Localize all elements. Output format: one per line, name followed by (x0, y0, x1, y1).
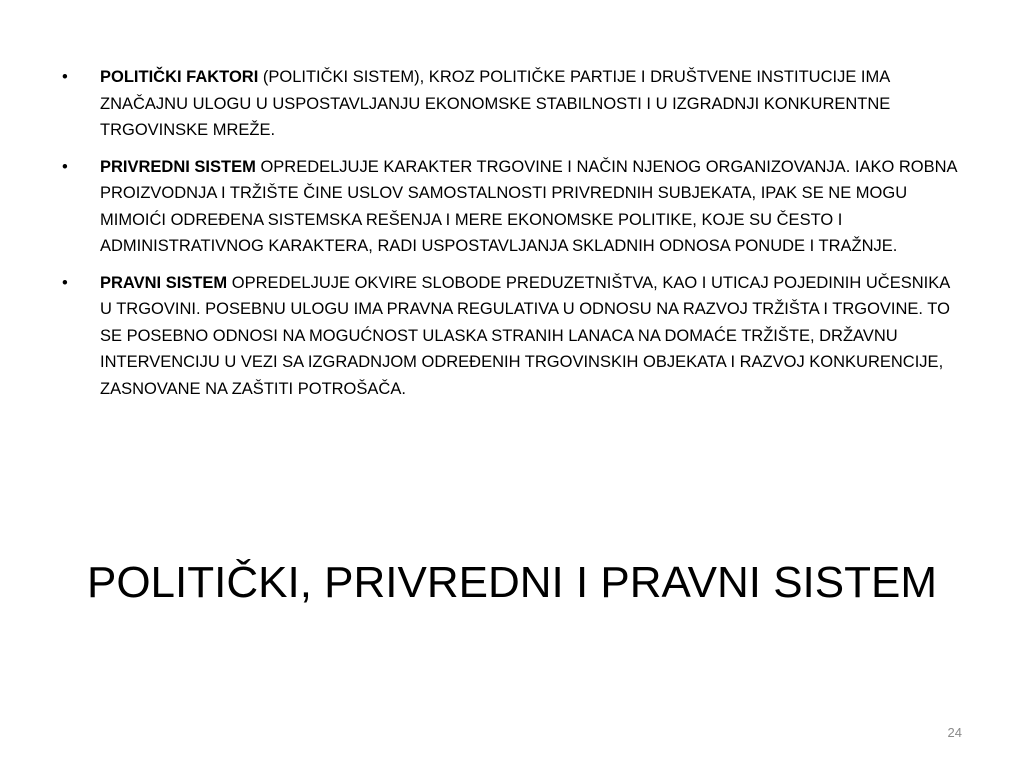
bullet-item-pravni-sistem (60, 270, 960, 403)
slide-title: POLITIČKI, PRIVREDNI I PRAVNI SISTEM (86, 558, 937, 607)
bullet-lead: POLITIČKI FAKTORI (100, 68, 259, 86)
bullet-dot-icon: • (62, 273, 68, 292)
bullet-lead: PRIVREDNI SISTEM (100, 157, 256, 176)
bullet-item-politicki-faktori (60, 64, 960, 144)
bullet-dot-icon: • (62, 157, 68, 176)
bullet-dot-icon: • (62, 68, 68, 86)
bullet-text: (POLITIČKI SISTEM), KROZ POLITIČKE PARTIJE I DRUŠTVENE INSTITUCIJE IMA ZNAČAJNU ULOGU U USPOSTAVLJANJU EKONOMSKE STABILNOSTI I U IZGRADNJI KONKURENTNE TRGOVINSKE MREŽE. (100, 68, 891, 139)
bullet-lead: PRAVNI SISTEM (100, 273, 228, 292)
bullet-text: OPREDELJUJE KARAKTER TRGOVINE I NAČIN NJENOG ORGANIZOVANJA. IAKO ROBNA PROIZVODNJA I TRŽIŠTE ČINE USLOV SAMOSTALNOSTI PRIVREDNIH SUBJEKATA, IPAK SE NE MOGU MIMOIĆI ODREĐENA SISTEMSKA REŠENJA I MERE EKONOMSKE POLITIKE, KOJE SU ČESTO I ADMINISTRATIVNOG KARAKTERA, RADI USPOSTAVLJANJA SKLADNIH ODNOSA PONUDE I TRAŽNJE. (100, 157, 957, 255)
bullet-text: OPREDELJUJE OKVIRE SLOBODE PREDUZETNIŠTVA, KAO I UTICAJ POJEDINIH UČESNIKA U TRGOVINI. POSEBNU ULOGU IMA PRAVNA REGULATIVA U ODNOSU NA RAZVOJ TRŽIŠTA I TRGOVINE. TO SE POSEBNO ODNOSI NA MOGUĆNOST ULASKA STRANIH LANACA NA DOMAĆE TRŽIŠTE, DRŽAVNU INTERVENCIJU U VEZI SA IZGRADNJOM ODREĐENIH TRGOVINSKIH OBJEKATA I RAZVOJ KONKURENCIJE, ZASNOVANE NA ZAŠTITI POTROŠAČA. (100, 273, 950, 398)
bullet-list (60, 64, 960, 412)
bullet-item-privredni-sistem (60, 154, 960, 260)
page-number: 24 (947, 725, 962, 740)
